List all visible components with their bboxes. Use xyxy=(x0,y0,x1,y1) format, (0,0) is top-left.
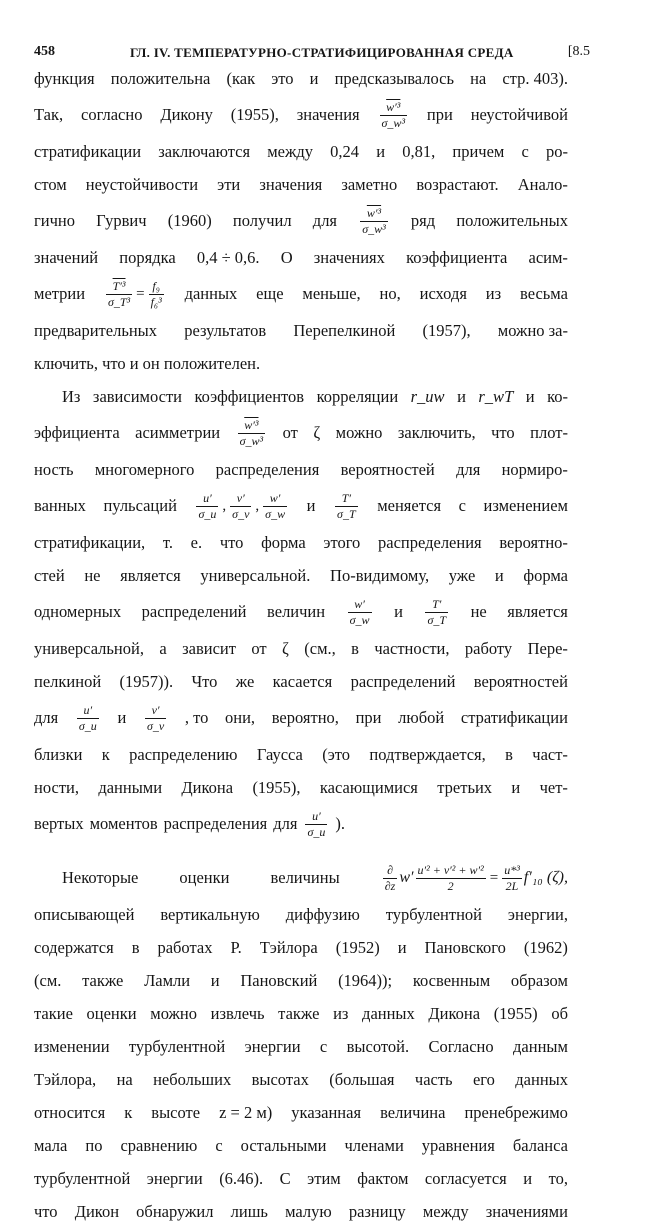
text-line: вертых моментов распределения для $\frac{u'}{\sigma\_u}$ ). xyxy=(34,808,345,839)
text-line: относится к высоте z = 2 м) указанная величина пренебрежимо xyxy=(34,1102,568,1122)
body-text xyxy=(34,62,568,1228)
symbol-r-uw: r_uw xyxy=(410,386,445,406)
text-line: ключить, что и он положителен. xyxy=(34,353,261,373)
symbol-r-wT: r_wT xyxy=(478,386,514,406)
text-line: такие оценки можно извлечь также из данных Дикона (1955) об xyxy=(34,1003,568,1023)
text-line: турбулентной энергии (6.46). С этим фактом согласуется и то, xyxy=(34,1168,568,1188)
text-line: Тэйлора, на небольших высотах (большая часть его данных xyxy=(34,1069,568,1089)
text-line: ванных пульсаций $\frac{u'}{\sigma\_u}$ , $\frac{v'}{\sigma\_v}$ , $\frac{w'}{\sigma\_w}$ и $\frac{T'}{\sigma\_T}$ меняется с изменением xyxy=(34,490,568,521)
text-line: одномерных распределений величин $\frac{w'}{\sigma\_w}$ и $\frac{T'}{\sigma\_T}$ не является xyxy=(34,596,568,627)
text-line: Из зависимости коэффициентов корреляции r_uw и r_wT и ко- xyxy=(62,386,568,406)
formula-w3-ratio: $\frac{\text{w′³}}{\text{σ\_w³}}$ xyxy=(381,99,406,130)
text-line: Так, согласно Дикону (1955), значения $\frac{\text{w′³}}{\text{σ\_w³}}$ при неустойчивой xyxy=(34,99,568,130)
text-line: эффициента асимметрии $\frac{\text{w′³}}{\text{σ\_w³}}$ от ζ можно заключить, что плот- xyxy=(34,417,568,448)
text-line: мала по сравнению с остальными членами уравнения баланса xyxy=(34,1135,568,1155)
formula-w3-ratio: $\frac{\text{w′³}}{\text{σ\_w³}}$ xyxy=(239,417,264,448)
text-line: изменении турбулентной энергии с высотой. Согласно данным xyxy=(34,1036,568,1056)
text-line: стом неустойчивости эти значения заметно возрастают. Анало- xyxy=(34,174,568,194)
text-line: ности, данными Дикона (1955), касающимися третьих и чет- xyxy=(34,777,568,797)
text-line: (см. также Ламли и Пановский (1964)); косвенным образом xyxy=(34,970,568,990)
page-header xyxy=(34,44,590,64)
chapter-title: ГЛ. IV. ТЕМПЕРАТУРНО-СТРАТИФИЦИРОВАННАЯ СРЕДА xyxy=(130,45,514,60)
text-line: предварительных результатов Перепелкиной (1957), можно за- xyxy=(34,320,568,340)
text-line: описывающей вертикальную диффузию турбулентной энергии, xyxy=(34,904,568,924)
text-line: стей не является универсальной. По-видимому, уже и форма xyxy=(34,565,568,585)
formula-T3-skewness: $\frac{\text{T′³}}{\text{σ\_T³}}$ = $\frac{\text{f₉}}{\text{f₆³}}$ xyxy=(107,278,162,309)
text-line: близки к распределению Гаусса (это подтверждается, в част- xyxy=(34,744,568,764)
text-line: функция положительна (как это и предсказывалось на стр. 403). xyxy=(34,68,568,88)
formula-normalized-pulsations: $\frac{u'}{\sigma\_u}$ , $\frac{v'}{\sigma\_v}$ , $\frac{w'}{\sigma\_w}$ xyxy=(198,490,286,521)
text-line: для $\frac{u'}{\sigma\_u}$ и $\frac{v'}{\sigma\_v}$ , то они, вероятно, при любой стратификации xyxy=(34,702,568,733)
text-line: стратификации, т. е. что форма этого распределения вероятно- xyxy=(34,532,568,552)
text-line: значений порядка 0,4 ÷ 0,6. О значениях коэффициента асим- xyxy=(34,247,568,267)
text-line: ность многомерного распределения вероятностей для нормиро- xyxy=(34,459,568,479)
text-line: универсальной, а зависит от ζ (см., в частности, работу Пере- xyxy=(34,638,568,658)
formula-energy-diffusion: $\frac{\partial}{\partial z}$ w′ $\frac{\text{u′² + v′² + w′²}}{2}$ = $\frac{\text{u*³}}{2L}$ f′₁₀ (ζ), xyxy=(384,862,568,893)
formula-w3-ratio: $\frac{\text{w′³}}{\text{σ\_w³}}$ xyxy=(362,205,386,236)
text-line: Некоторые оценки величины $\frac{\partial}{\partial z}$ w′ $\frac{\text{u′² + v′² + w′²}}{2}$ = $\frac{\text{u*³}}{2L}$ f′₁₀ (ζ), xyxy=(62,862,568,893)
text-line: что Дикон обнаружил лишь малую разницу между значениями xyxy=(34,1201,568,1221)
text-line: гично Гурвич (1960) получил для $\frac{\text{w′³}}{\text{σ\_w³}}$ ряд положительных xyxy=(34,205,568,236)
text-line: пелкиной (1957)). Что же касается распределений вероятностей xyxy=(34,671,568,691)
page-number: 458 xyxy=(34,44,55,59)
section-ref: [8.5 xyxy=(567,44,590,59)
text-line: содержатся в работах Р. Тэйлора (1952) и Пановского (1962) xyxy=(34,937,568,957)
text-line: стратификации заключаются между 0,24 и 0,81, причем с ро- xyxy=(34,141,568,161)
text-line: метрии $\frac{\text{T′³}}{\text{σ\_T³}}$ = $\frac{\text{f₉}}{\text{f₆³}}$ данных еще меньше, но, исходя из весьма xyxy=(34,278,568,309)
